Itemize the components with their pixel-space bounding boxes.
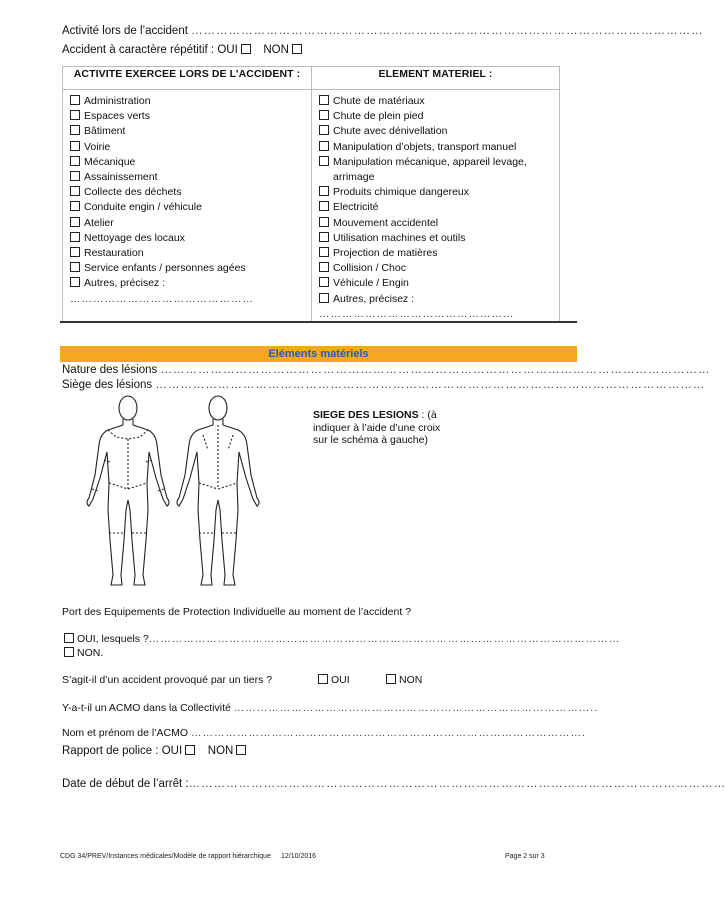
- epi-oui-line[interactable]: OUI, lesquels ?……………………………………………………………………………………………………………: [64, 633, 574, 645]
- materiel-item-label: Manipulation mécanique, appareil levage,: [333, 155, 527, 168]
- activite-item[interactable]: [70, 276, 305, 291]
- tiers-question: S’agit-il d’un accident provoqué par un tiers ?: [62, 674, 273, 686]
- checkbox[interactable]: [319, 141, 329, 151]
- police-non-checkbox[interactable]: [236, 745, 246, 755]
- col2-dots[interactable]: ……………………………………………: [319, 307, 515, 320]
- checkbox[interactable]: [319, 217, 329, 227]
- activite-item-label: Mécanique: [84, 155, 136, 168]
- checkbox[interactable]: [70, 201, 80, 211]
- col1-header: ACTIVITE EXERCEE LORS DE L’ACCIDENT :: [63, 67, 312, 90]
- tiers-oui-checkbox[interactable]: [318, 674, 328, 684]
- repetitif-oui-checkbox[interactable]: [241, 44, 251, 54]
- activite-item[interactable]: [70, 216, 305, 231]
- activite-item[interactable]: [70, 140, 305, 155]
- checkbox[interactable]: [70, 262, 80, 272]
- checkbox[interactable]: [319, 232, 329, 242]
- checkbox[interactable]: [70, 247, 80, 257]
- activite-item-label: Atelier: [84, 216, 114, 229]
- activite-item-label: Conduite engin / véhicule: [84, 201, 202, 214]
- materiel-item[interactable]: [319, 216, 553, 231]
- epi-non-line: NON.: [64, 647, 103, 659]
- activite-item[interactable]: [70, 170, 305, 185]
- checkbox[interactable]: [319, 125, 329, 135]
- footer-left: CDG 34/PREV/Instances médicales/Modèle de rapport hiérarchique: [60, 853, 271, 860]
- epi-non-checkbox[interactable]: [64, 647, 74, 657]
- checkbox[interactable]: [319, 262, 329, 272]
- checkbox[interactable]: [70, 277, 80, 287]
- repetitif-line: Accident à caractère répétitif : OUI NON: [62, 44, 305, 56]
- tiers-non-checkbox[interactable]: [386, 674, 396, 684]
- checkbox[interactable]: [319, 186, 329, 196]
- activite-item-label: Assainissement: [84, 171, 158, 184]
- nature-line[interactable]: Nature des lésions ……………………………………………………………………………………………………………………: [62, 364, 711, 376]
- activite-item[interactable]: [70, 231, 305, 246]
- materiel-item[interactable]: [319, 246, 553, 261]
- checkbox[interactable]: [319, 247, 329, 257]
- activite-item[interactable]: [70, 246, 305, 261]
- footer-page: Page 2 sur 3: [505, 853, 545, 860]
- footer-date: 12/10/2016: [281, 853, 317, 860]
- materiel-item[interactable]: [319, 94, 553, 109]
- col1-cell: [63, 90, 312, 323]
- materiel-item[interactable]: [319, 276, 553, 291]
- materiel-item-label: Chute de matériaux: [333, 95, 425, 107]
- checkbox[interactable]: [70, 141, 80, 151]
- checkbox[interactable]: [70, 217, 80, 227]
- activite-materiel-table: [62, 66, 560, 323]
- activite-item-label: Service enfants / personnes agées: [84, 262, 246, 275]
- materiel-item-label: Electricité: [333, 201, 379, 214]
- materiel-item-label: Produits chimique dangereux: [333, 186, 469, 199]
- siege-instructions: SIEGE DES LESIONS : (à indiquer à l’aide d’une croix sur le schéma à gauche): [313, 409, 441, 446]
- activite-item-label: Collecte des déchets: [84, 186, 182, 199]
- checkbox[interactable]: [319, 201, 329, 211]
- checkbox[interactable]: [70, 156, 80, 166]
- activite-line[interactable]: Activité lors de l’accident ……………………………………………………………………………………………………………: [62, 25, 704, 37]
- activite-item[interactable]: [70, 261, 305, 276]
- activite-item[interactable]: [70, 124, 305, 139]
- tiers-non: NON: [386, 674, 422, 686]
- activite-item[interactable]: [70, 185, 305, 200]
- siege-line[interactable]: Siège des lésions ……………………………………………………………………………………………………………………: [62, 379, 706, 391]
- activite-item-label: Espaces verts: [84, 110, 150, 123]
- materiel-item-label: Projection de matières: [333, 247, 438, 260]
- materiel-item[interactable]: [319, 124, 553, 139]
- acmo-line[interactable]: Y-a-t-il un ACMO dans la Collectivité …………………………………………………………………………………..: [62, 702, 599, 714]
- materiel-item-label: Utilisation machines et outils: [333, 231, 466, 244]
- checkbox[interactable]: [319, 293, 329, 303]
- activite-item-label: Restauration: [84, 247, 144, 260]
- col2-cont: arrimage: [333, 171, 375, 184]
- activite-item-label: Voirie: [84, 140, 111, 153]
- checkbox[interactable]: [319, 277, 329, 287]
- materiel-item-label: Mouvement accidentel: [333, 216, 439, 229]
- police-line: Rapport de police : OUI NON: [62, 745, 249, 757]
- materiel-item[interactable]: [319, 231, 553, 246]
- activite-item[interactable]: [70, 155, 305, 170]
- activite-item[interactable]: [70, 94, 305, 109]
- materiel-item[interactable]: [319, 292, 553, 307]
- section-title: Eléments matériels: [60, 346, 577, 362]
- body-diagram[interactable]: [62, 390, 282, 590]
- tiers-oui: OUI: [318, 674, 350, 686]
- materiel-item-label: Chute avec dénivellation: [333, 125, 448, 138]
- checkbox[interactable]: [70, 125, 80, 135]
- materiel-item-label: Collision / Choc: [333, 262, 406, 275]
- col1-dots[interactable]: …………………………………………: [70, 292, 254, 305]
- epi-oui-checkbox[interactable]: [64, 633, 74, 643]
- checkbox[interactable]: [319, 156, 329, 166]
- materiel-item[interactable]: [319, 185, 553, 200]
- checkbox[interactable]: [70, 110, 80, 120]
- checkbox[interactable]: [319, 95, 329, 105]
- activite-item[interactable]: [70, 109, 305, 124]
- materiel-item-label: Autres, précisez :: [333, 292, 415, 305]
- materiel-item[interactable]: [319, 140, 553, 155]
- checkbox[interactable]: [70, 171, 80, 181]
- materiel-item[interactable]: [319, 109, 553, 124]
- divider: [60, 321, 577, 323]
- activite-item-label: Nettoyage des locaux: [84, 231, 185, 244]
- materiel-item[interactable]: [319, 155, 553, 170]
- acmo-nom-line[interactable]: Nom et prénom de l’ACMO ………………………………………………………………………………………….: [62, 727, 586, 739]
- checkbox[interactable]: [70, 95, 80, 105]
- activite-item-label: Administration: [84, 95, 151, 107]
- materiel-item-label: Véhicule / Engin: [333, 277, 409, 290]
- activite-item-label: Autres, précisez :: [84, 277, 166, 290]
- checkbox[interactable]: [70, 232, 80, 242]
- col2-cell: [312, 90, 560, 323]
- materiel-item-label: Manipulation d’objets, transport manuel: [333, 140, 517, 153]
- checkbox[interactable]: [70, 186, 80, 196]
- col2-header: ELEMENT MATERIEL :: [312, 67, 560, 90]
- activite-item-label: Bâtiment: [84, 125, 126, 138]
- repetitif-non-checkbox[interactable]: [292, 44, 302, 54]
- materiel-item[interactable]: [319, 261, 553, 276]
- epi-question: Port des Equipements de Protection Individuelle au moment de l’accident ?: [62, 606, 412, 618]
- activite-item[interactable]: [70, 200, 305, 215]
- checkbox[interactable]: [319, 110, 329, 120]
- materiel-item[interactable]: [319, 200, 553, 215]
- police-oui-checkbox[interactable]: [185, 745, 195, 755]
- materiel-item-label: Chute de plein pied: [333, 110, 424, 123]
- arret-line[interactable]: Date de début de l’arrêt :…………………………………………………………………………………………………………………: [62, 778, 726, 790]
